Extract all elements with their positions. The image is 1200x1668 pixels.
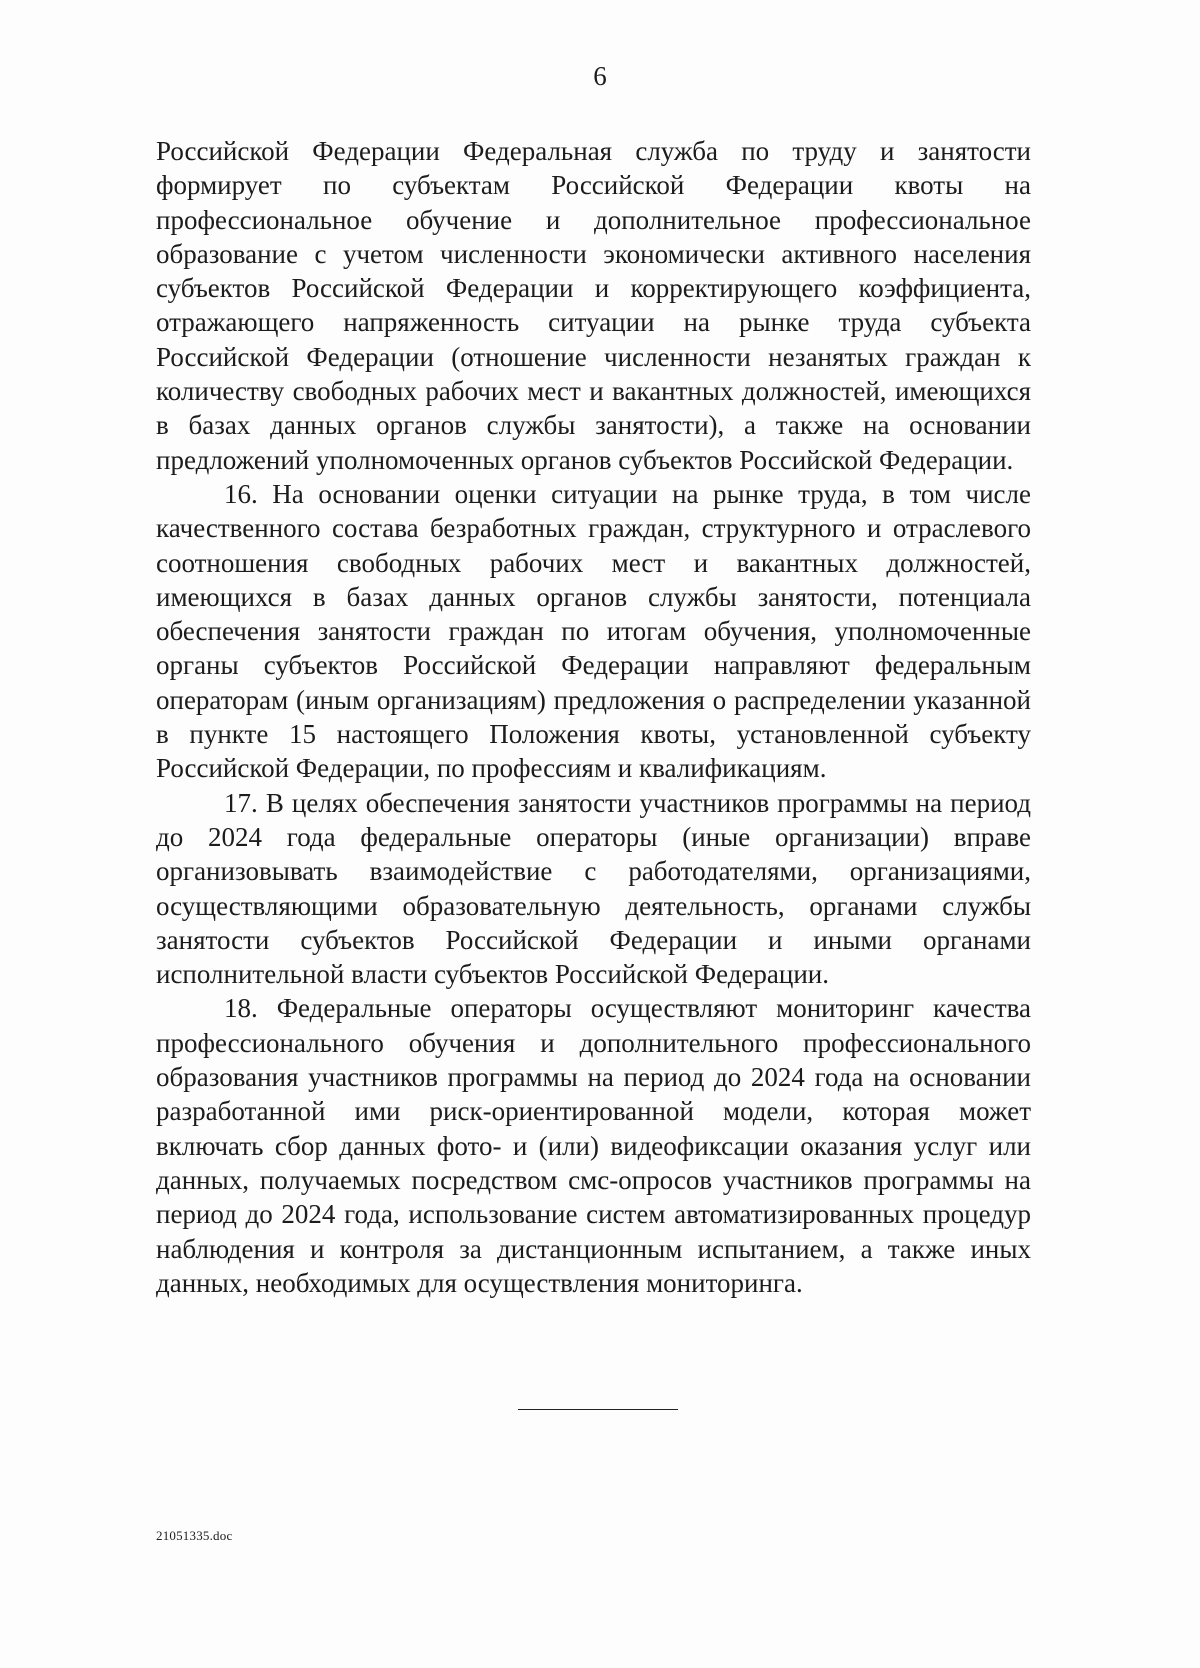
paragraph-16: 16. На основании оценки ситуации на рынке труда, в том числе качественного состава безработных граждан, структурного и отраслевого соотношения свободных рабочих мест и вакантных должностей, имеющихся в базах данных органов службы занятости, потенциала обеспечения занятости граждан по итогам обучения, уполномоченные органы субъектов Российской Федерации направляют федеральным операторам (иным организациям) предложения о распределении указанной в пункте 15 настоящего Положения квоты, установленной субъекту Российской Федерации, по профессиям и квалификациям. [156, 478, 1031, 784]
paragraph-continuation: Российской Федерации Федеральная служба по труду и занятости формирует по субъектам Российской Федерации квоты на профессиональное обучение и дополнительное профессиональное образование с учетом численности экономически активного населения субъектов Российской Федерации и корректирующего коэффициента, отражающего напряженность ситуации на рынке труда субъекта Российской Федерации (отношение численности незанятых граждан к количеству свободных рабочих мест и вакантных должностей, имеющихся в базах данных органов службы занятости), а также на основании предложений уполномоченных органов субъектов Российской Федерации. [156, 136, 1031, 475]
end-of-document-rule [518, 1409, 678, 1410]
footer-filename: 21051335.doc [156, 1528, 233, 1543]
document-body [156, 134, 1031, 1300]
paragraph-17: 17. В целях обеспечения занятости участников программы на период до 2024 года федеральные операторы (иные организации) вправе организовывать взаимодействие с работодателями, организациями, осуществляющими образовательную деятельность, органами службы занятости субъектов Российской Федерации и иными органами исполнительной власти субъектов Российской Федерации. [156, 787, 1031, 990]
page-number: 6 [593, 61, 607, 91]
paragraph-18: 18. Федеральные операторы осуществляют мониторинг качества профессионального обучения и дополнительного профессионального образования участников программы на период до 2024 года на основании разработанной ими риск-ориентированной модели, которая может включать сбор данных фото- и (или) видеофиксации оказания услуг или данных, получаемых посредством смс-опросов участников программы на период до 2024 года, использование систем автоматизированных процедур наблюдения и контроля за дистанционным испытанием, а также иных данных, необходимых для осуществления мониторинга. [156, 993, 1031, 1298]
